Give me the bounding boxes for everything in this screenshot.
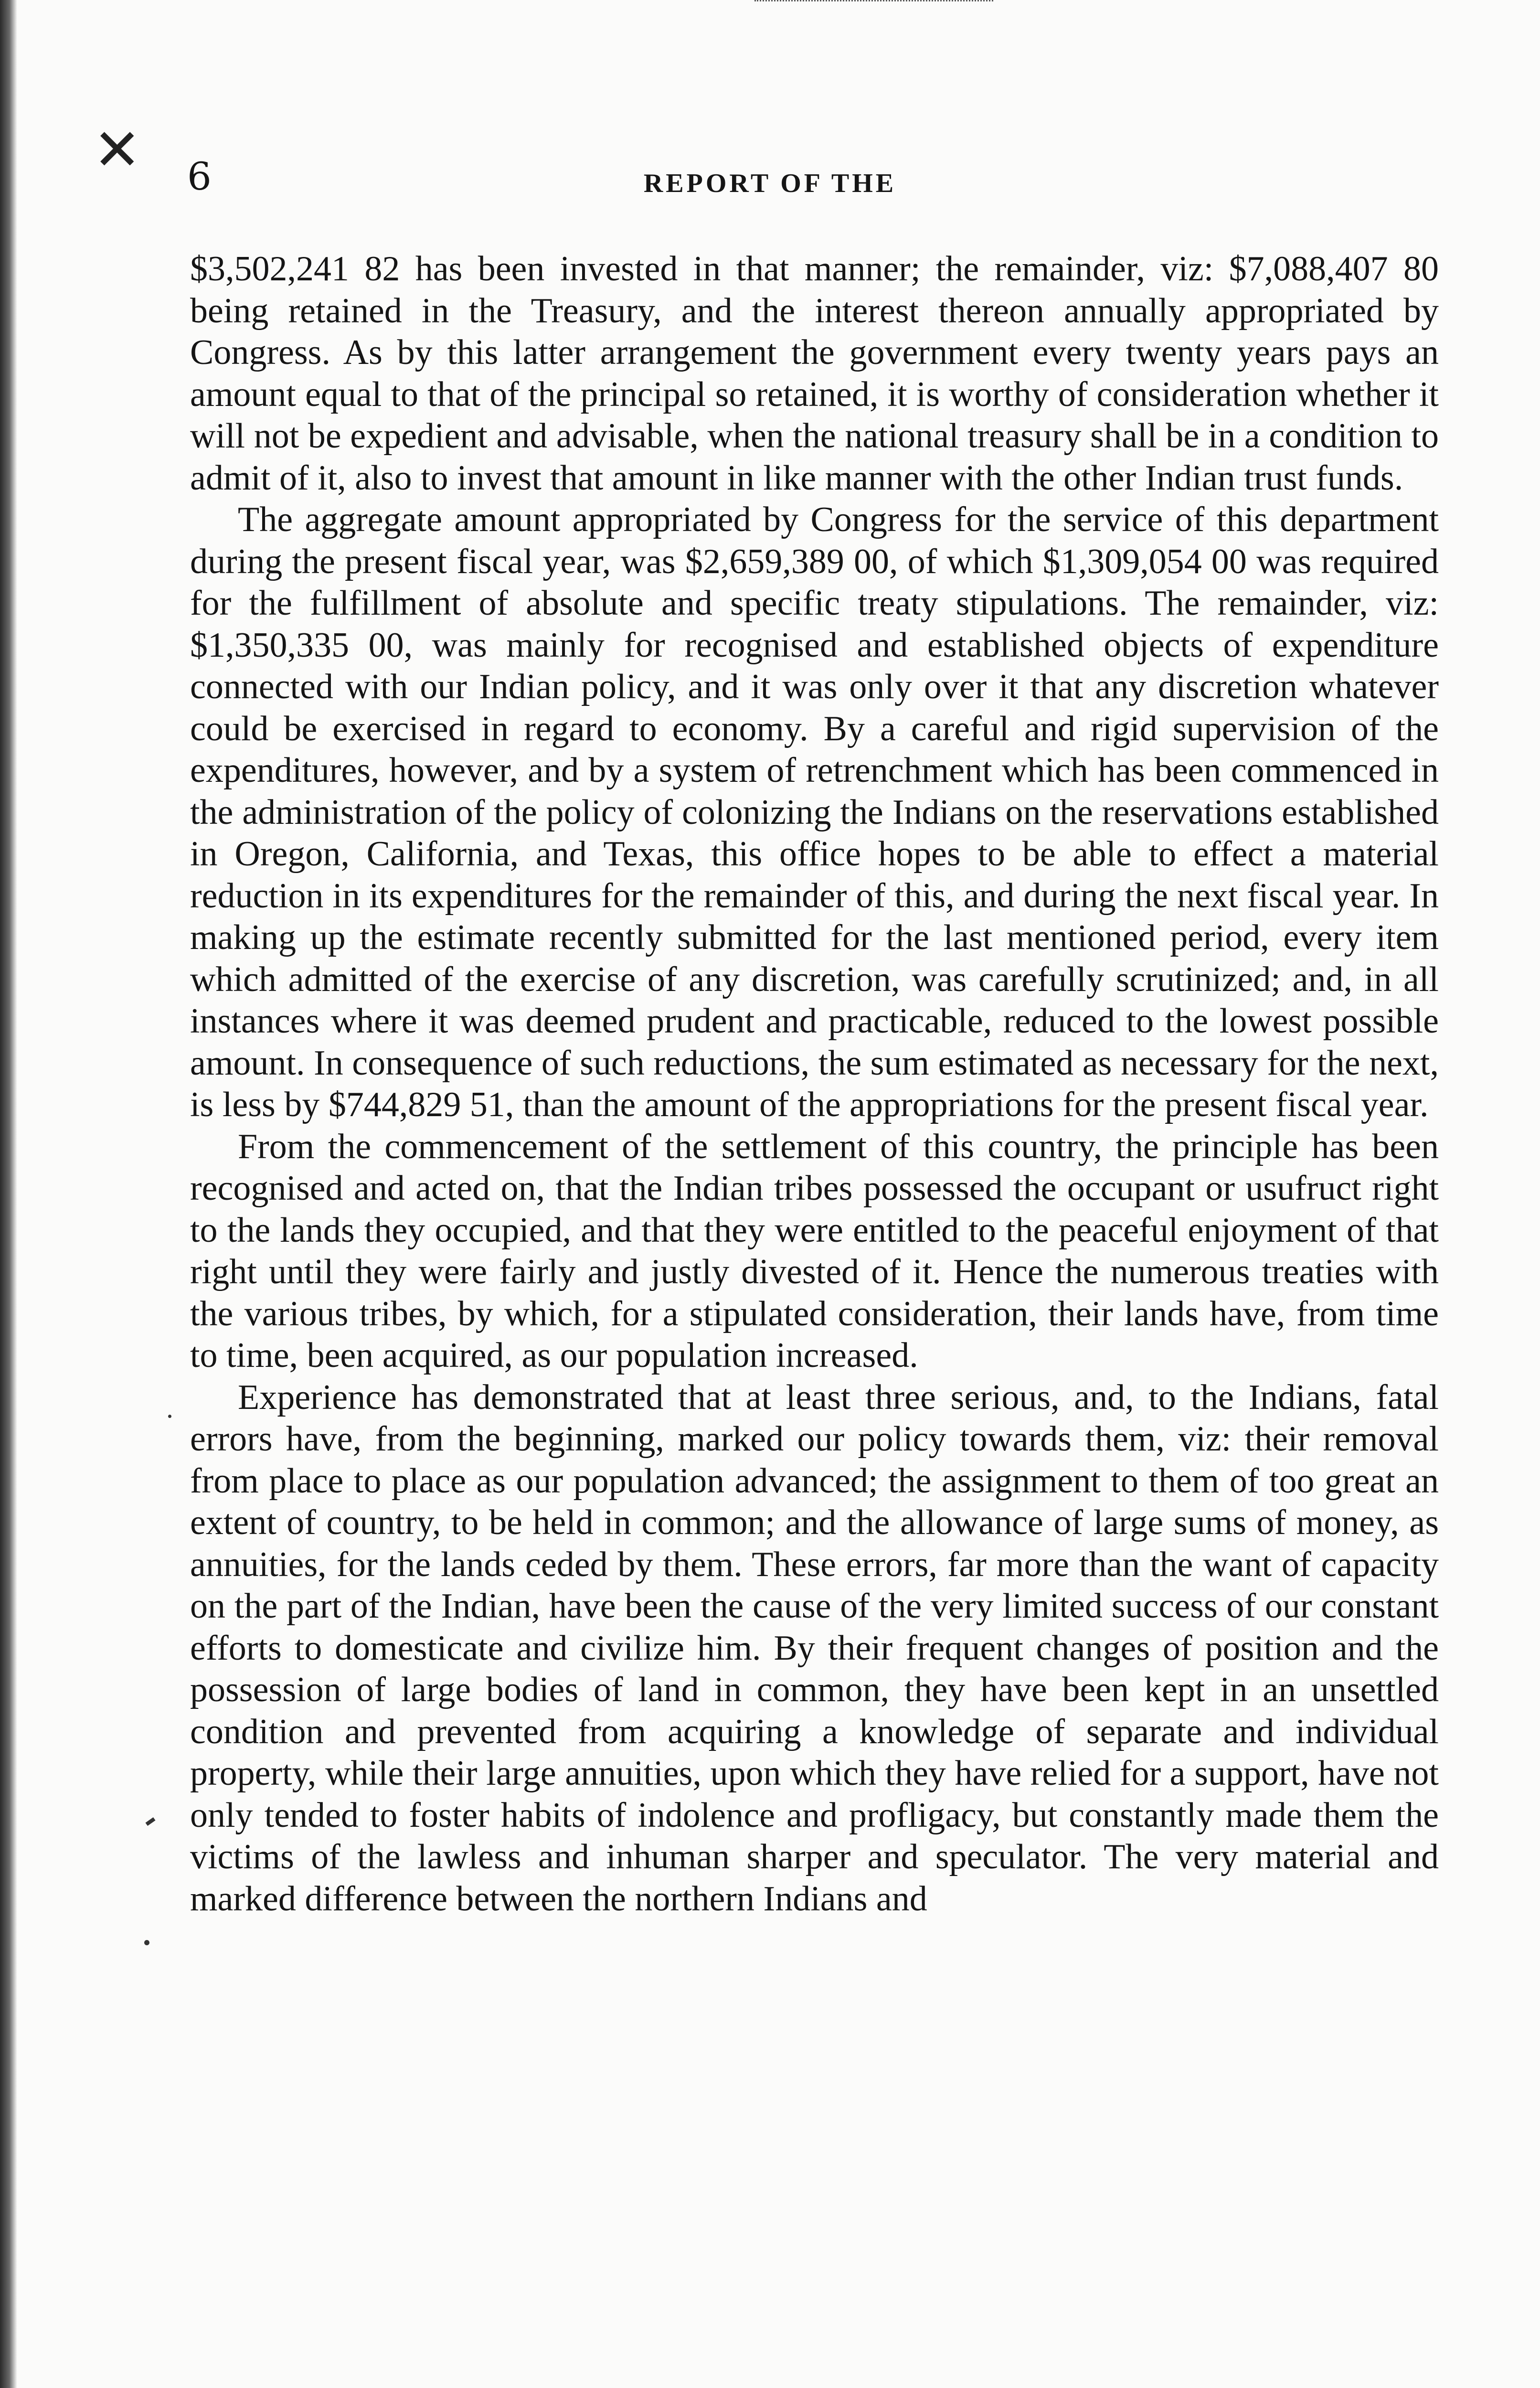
paragraph: From the commencement of the settlement of this country, the principle has been recognised and acted on, that the Indian tribes possessed the occupant or usufruct right to the lands they occupied, and that they were entitled to the peaceful enjoyment of that right until they were fairly and justly divested of it. Hence the numerous treaties with the various tribes, by which, for a stipulated consideration, their lands have, from time to time, been acquired, as our population increased. — [190, 1127, 1439, 1375]
paragraph: $3,502,241 82 has been invested in that manner; the remainder, viz: $7,088,407 80 being retained in the Treasury, and the interest thereon annually appropriated by Congress. As by this latter arrangement the government every twenty years pays an amount equal to that of the principal so retained, it is worthy of consideration whether it will not be expedient and advisable, when the national treasury shall be in a condition to admit of it, also to invest that amount in like manner with the other Indian trust funds. — [190, 249, 1439, 498]
page-edge-shadow — [0, 0, 17, 2388]
margin-pencil-tick — [146, 1817, 156, 1826]
paragraph: Experience has demonstrated that at least three serious, and, to the Indians, fatal errors have, from the beginning, marked our policy towards them, viz: their removal from place to place as our population advanced; the assignment to them of too great an extent of country, to be held in common; and the allowance of large sums of money, as annuities, for the lands ceded by them. These errors, far more than the want of capacity on the part of the Indian, have been the cause of the very limited success of our constant efforts to domesticate and civilize him. By their frequent changes of position and the possession of large bodies of land in common, they have been kept in an unsettled condition and prevented from acquiring a knowledge of separate and individual property, while their large annuities, upon which they have relied for a support, have not only tended to foster habits of indolence and profligacy, but constantly made them the victims of the lawless and inhuman sharper and speculator. The very material and marked difference between the northern Indians and — [190, 1377, 1439, 1919]
page-number: 6 — [187, 154, 212, 199]
top-crop-marks — [754, 0, 993, 5]
body-text — [190, 248, 1439, 1920]
marginal-x-mark: ✕ — [93, 117, 141, 183]
margin-dot — [168, 1415, 171, 1418]
running-head: REPORT OF THE — [643, 169, 897, 198]
paragraph: The aggregate amount appropriated by Congress for the service of this department during the present fiscal year, was $2,659,389 00, of which $1,309,054 00 was required for the fulfillment of absolute and specific treaty stipulations. The remainder, viz: $1,350,335 00, was mainly for recognised and established objects of expenditure connected with our Indian policy, and it was only over it that any discretion whatever could be exercised in regard to economy. By a careful and rigid supervision of the expenditures, however, and by a system of retrenchment which has been commenced in the administration of the policy of colonizing the Indians on the reservations established in Oregon, California, and Texas, this office hopes to be able to effect a material reduction in its expenditures for the remainder of this, and during the next fiscal year. In making up the estimate recently submitted for the last mentioned period, every item which admitted of the exercise of any discretion, was carefully scrutinized; and, in all instances where it was deemed prudent and practicable, reduced to the lowest possible amount. In consequence of such reductions, the sum estimated as necessary for the next, is less by $744,829 51, than the amount of the appropriations for the present fiscal year. — [190, 500, 1439, 1124]
margin-dot — [144, 1940, 149, 1945]
